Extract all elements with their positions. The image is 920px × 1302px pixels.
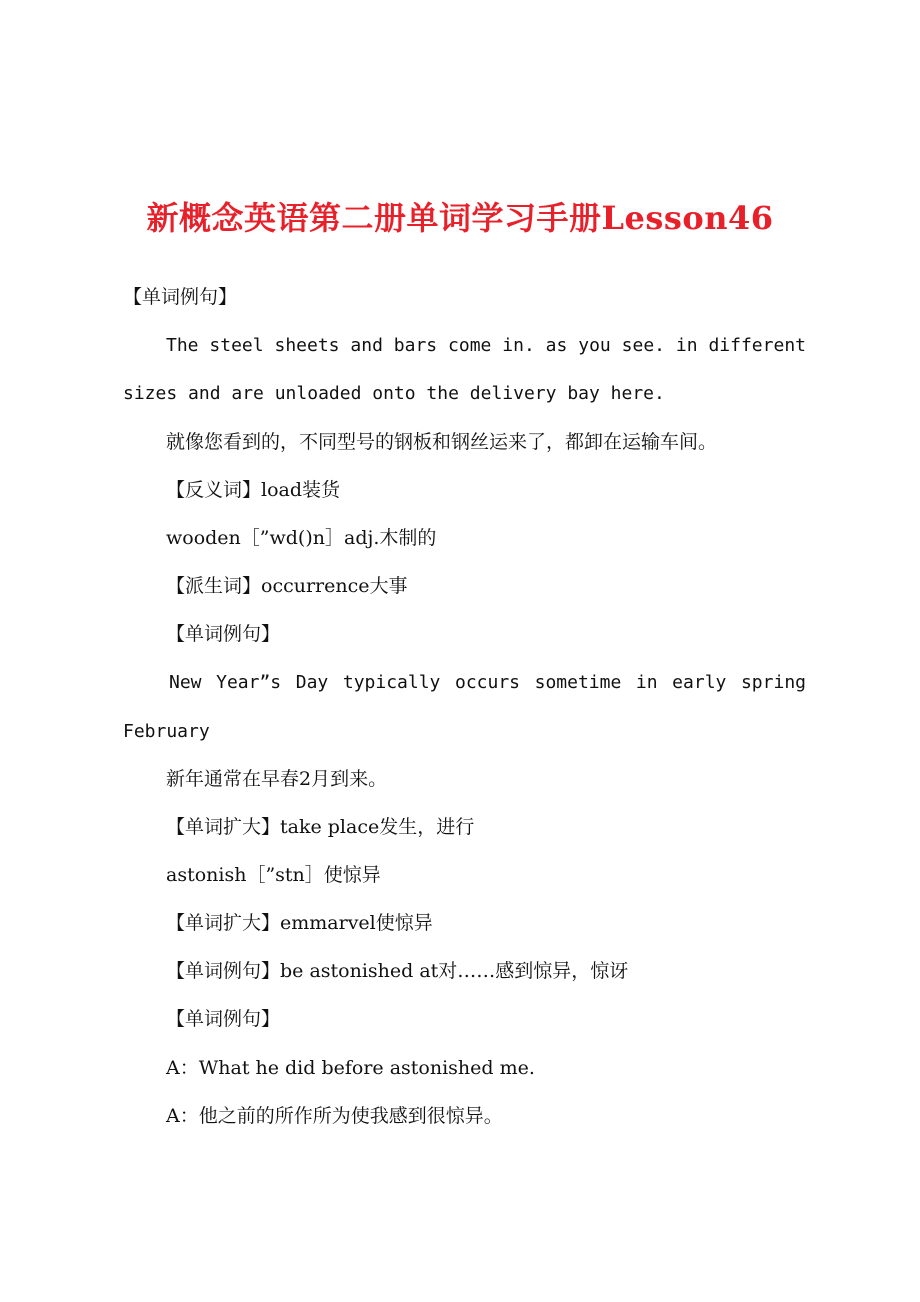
section-label-example: 【单词例句】 [166,623,281,645]
expansion-entry: 【单词扩大】take place发生，进行 [166,816,475,838]
section-label-example: 【单词例句】 [166,1008,281,1030]
example-phrase-entry: 【单词例句】be astonished at对……感到惊异，惊讶 [166,960,629,982]
word-entry-wooden: wooden［”wd()n］adj.木制的 [166,527,437,549]
antonym-entry: 【反义词】load装货 [166,479,341,501]
example-translation: 就像您看到的，不同型号的钢板和钢丝运来了，都卸在运输车间。 [166,431,718,453]
example-translation: 新年通常在早春2月到来。 [166,768,388,790]
example-sentence-line-2: sizes and are unloaded onto the delivery bay here. [123,383,665,404]
page-title: 新概念英语第二册单词学习手册Lesson46 [146,199,774,237]
example-sentence-line-1: The steel sheets and bars come in. as you see. in different [166,335,806,356]
example-sentence-line-2: February [123,721,210,742]
example-sentence-line-1: New Year”s Day typically occurs sometime in early spring [169,672,806,693]
section-label-example: 【单词例句】 [123,286,238,308]
word-entry-astonish: astonish［”stn］使惊异 [166,864,381,886]
derivative-entry: 【派生词】occurrence大事 [166,575,408,597]
expansion-entry: 【单词扩大】emmarvel使惊异 [166,912,433,934]
example-translation: A：他之前的所作所为使我感到很惊异。 [166,1105,503,1127]
example-sentence: A：What he did before astonished me. [166,1057,535,1079]
